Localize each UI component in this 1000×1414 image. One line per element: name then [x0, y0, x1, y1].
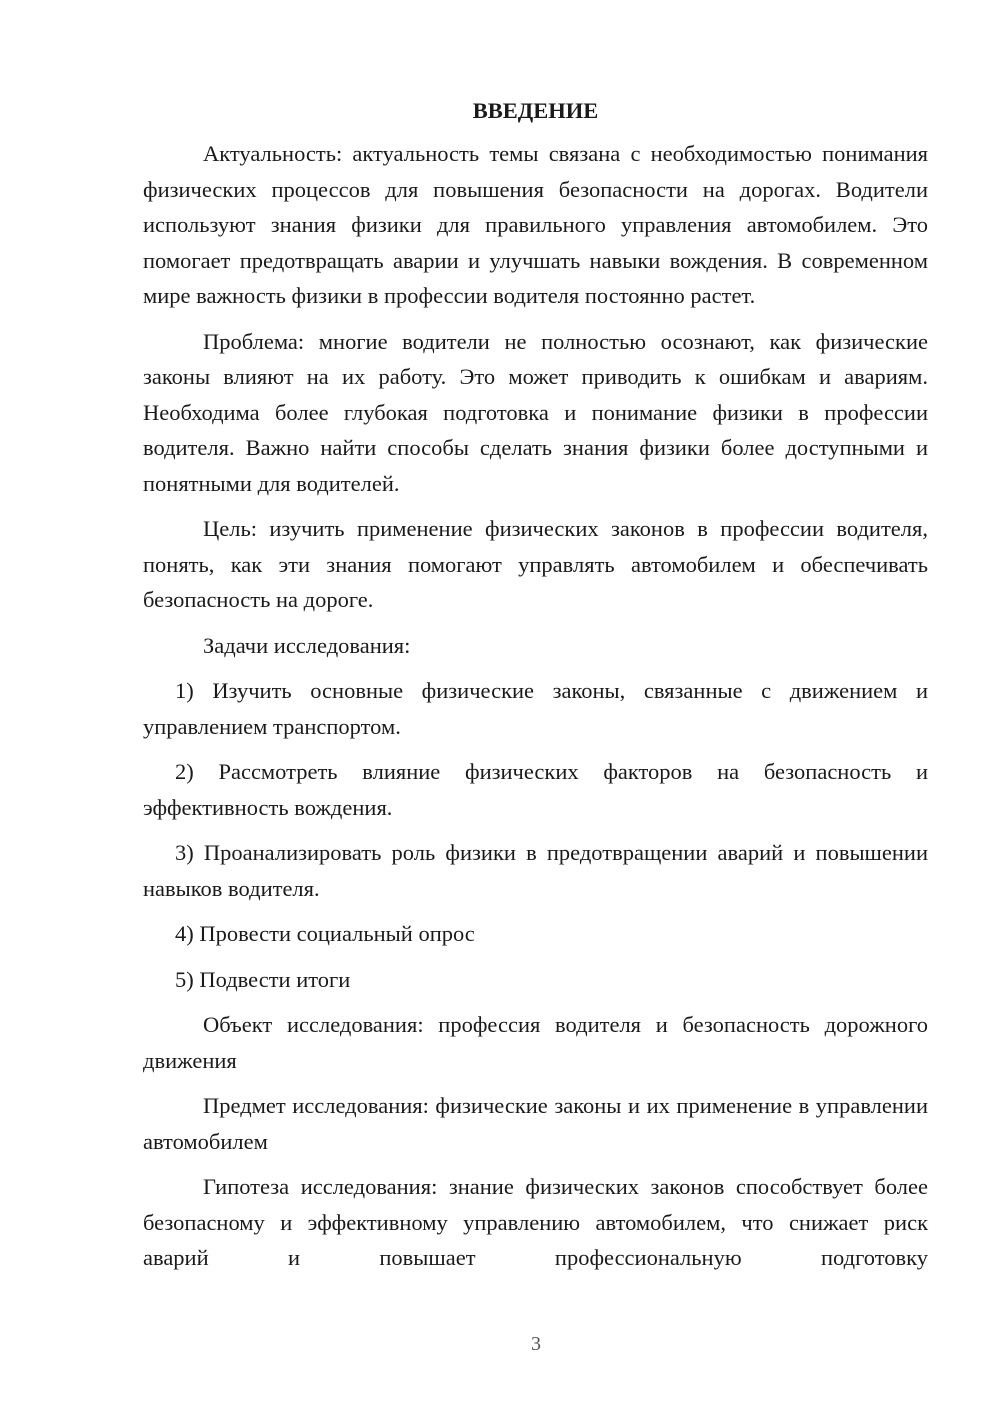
problem-paragraph: Проблема: многие водители не полностью осознают, как физические законы влияют на их работу. Это может приводить к ошибкам и авариям. Необходима более глубокая подготовка и понимание физики в профессии водителя. Важно найти способы сделать знания физики более доступными и понятными для водителей. — [143, 328, 928, 496]
object-paragraph: Объект исследования: профессия водителя и безопасность дорожного движения — [143, 1012, 928, 1073]
goal-paragraph: Цель: изучить применение физических законов в профессии водителя, понять, как эти знания помогают управлять автомобилем и обеспечивать безопасность на дороге. — [143, 516, 928, 612]
task-item: 1) Изучить основные физические законы, связанные с движением и управлением транспортом. — [143, 678, 928, 739]
section-heading: ВВЕДЕНИЕ — [472, 98, 599, 123]
page-content — [143, 96, 928, 1286]
subject-paragraph: Предмет исследования: физические законы и их применение в управлении автомобилем — [143, 1093, 928, 1154]
task-item: 4) Провести социальный опрос — [175, 921, 475, 946]
task-item: 5) Подвести итоги — [175, 966, 351, 992]
page-number: 3 — [531, 1333, 541, 1355]
task-item: 2) Рассмотреть влияние физических факторов на безопасность и эффективность вождения. — [143, 759, 928, 820]
task-item: 3) Проанализировать роль физики в предотвращении аварий и повышении навыков водителя. — [143, 840, 928, 901]
hypothesis-paragraph: Гипотеза исследования: знание физических законов способствует более безопасному и эффективному управлению автомобилем, что снижает риск аварий и повышает профессиональную подготовку — [143, 1174, 928, 1270]
tasks-title: Задачи исследования: — [203, 632, 411, 658]
relevance-paragraph: Актуальность: актуальность темы связана с необходимостью понимания физических процессов для повышения безопасности на дорогах. Водители используют знания физики для правильного управления автомобилем. Это помогает предотвращать аварии и улучшать навыки вождения. В современном мире важность физики в профессии водителя постоянно растет. — [143, 141, 928, 308]
